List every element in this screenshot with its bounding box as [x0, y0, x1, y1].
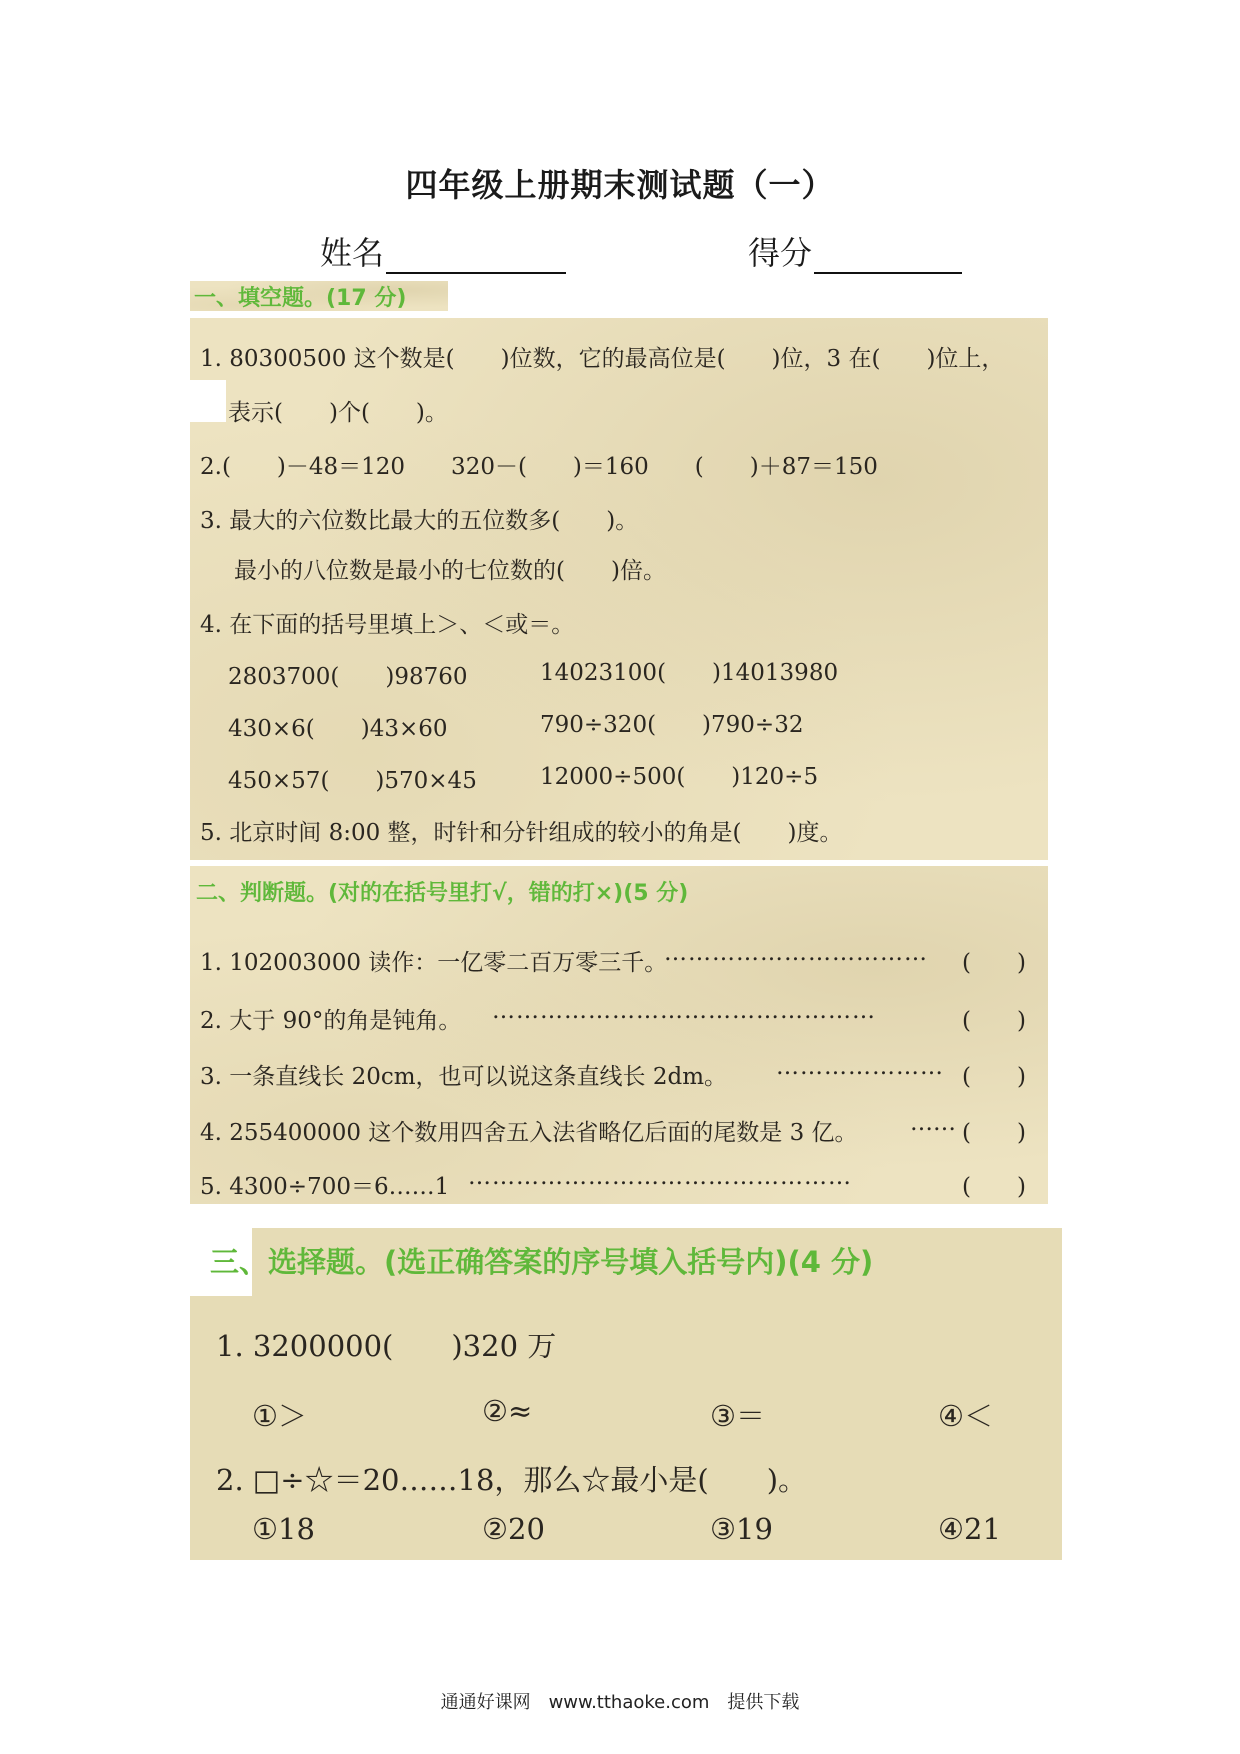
s3-q1-option-2[interactable]: ②≈ — [482, 1394, 533, 1428]
s3-question-1: 1. 3200000( )320 万 — [216, 1329, 557, 1363]
score-field — [748, 228, 962, 274]
s2-bracket-2[interactable]: ( ) — [962, 1008, 1026, 1034]
s2-leader-4: …… — [910, 1110, 956, 1136]
s1-compare-1a: 2803700( )98760 — [228, 664, 468, 690]
section2-true-false — [190, 866, 1048, 1204]
s3-q1-option-3[interactable]: ③＝ — [710, 1399, 765, 1433]
s2-leader-2: ………………………………………… — [492, 998, 876, 1024]
s1-question-1-cont: 表示( )个( )。 — [228, 400, 448, 426]
s2-item-5: 5. 4300÷700＝6……1 — [200, 1174, 450, 1200]
s3-question-2: 2. □÷☆＝20……18，那么☆最小是( )。 — [216, 1463, 808, 1497]
s2-leader-1: …………………………… — [664, 940, 928, 966]
s2-bracket-3[interactable]: ( ) — [962, 1064, 1026, 1090]
s2-item-2: 2. 大于 90°的角是钝角。 — [200, 1008, 462, 1034]
section1-heading-strip — [190, 281, 448, 311]
section1-fill-in — [190, 318, 1048, 860]
s2-item-1: 1. 102003000 读作：一亿零二百万零三千。 — [200, 950, 668, 976]
s3-q2-option-3[interactable]: ③19 — [710, 1512, 773, 1546]
s2-item-3: 3. 一条直线长 20cm，也可以说这条直线长 2dm。 — [200, 1064, 728, 1090]
s3-q2-option-2[interactable]: ②20 — [482, 1512, 545, 1546]
name-field — [320, 228, 566, 274]
s1-question-1: 1. 80300500 这个数是( )位数，它的最高位是( )位，3 在( )位上， — [200, 346, 1005, 372]
name-label: 姓名 — [320, 234, 385, 272]
s3-q1-option-1[interactable]: ①＞ — [252, 1399, 307, 1433]
score-label: 得分 — [748, 234, 813, 272]
s1-compare-2b: 790÷320( )790÷32 — [540, 712, 804, 738]
score-blank[interactable] — [814, 242, 962, 274]
s1-question-3-cont: 最小的八位数是最小的七位数的( )倍。 — [234, 558, 666, 584]
s1-question-3: 3. 最大的六位数比最大的五位数多( )。 — [200, 508, 639, 534]
s2-leader-5: ………………………………………… — [468, 1164, 852, 1190]
s3-q2-option-4[interactable]: ④21 — [938, 1512, 1001, 1546]
section1-heading: 一、填空题。(17 分) — [194, 286, 407, 311]
page-title: 四年级上册期末测试题（一） — [405, 166, 835, 204]
section3-multiple-choice — [190, 1228, 1062, 1560]
name-blank[interactable] — [386, 242, 566, 274]
s2-bracket-4[interactable]: ( ) — [962, 1120, 1026, 1146]
s1-compare-1b: 14023100( )14013980 — [540, 660, 839, 686]
s1-compare-3a: 450×57( )570×45 — [228, 768, 477, 794]
s2-bracket-5[interactable]: ( ) — [962, 1174, 1026, 1200]
s1-question-2: 2.( )－48＝120 320－( )＝160 ( )＋87＝150 — [200, 454, 878, 480]
section3-heading: 三、选择题。(选正确答案的序号填入括号内)(4 分) — [210, 1245, 874, 1279]
s1-question-5: 5. 北京时间 8:00 整，时针和分针组成的较小的角是( )度。 — [200, 820, 843, 846]
s2-bracket-1[interactable]: ( ) — [962, 950, 1026, 976]
s2-leader-3: ………………… — [776, 1054, 944, 1080]
s1-compare-2a: 430×6( )43×60 — [228, 716, 448, 742]
s3-q2-option-1[interactable]: ①18 — [252, 1512, 315, 1546]
s3-q1-option-4[interactable]: ④＜ — [938, 1399, 993, 1433]
s1-compare-3b: 12000÷500( )120÷5 — [540, 764, 819, 790]
scan-white-patch — [190, 380, 226, 422]
s2-item-4: 4. 255400000 这个数用四舍五入法省略亿后面的尾数是 3 亿。 — [200, 1120, 858, 1146]
footer-credit: 通通好课网 www.tthaoke.com 提供下载 — [440, 1692, 800, 1713]
section2-heading: 二、判断题。(对的在括号里打√，错的打×)(5 分) — [196, 881, 689, 906]
s1-question-4: 4. 在下面的括号里填上＞、＜或＝。 — [200, 612, 575, 638]
